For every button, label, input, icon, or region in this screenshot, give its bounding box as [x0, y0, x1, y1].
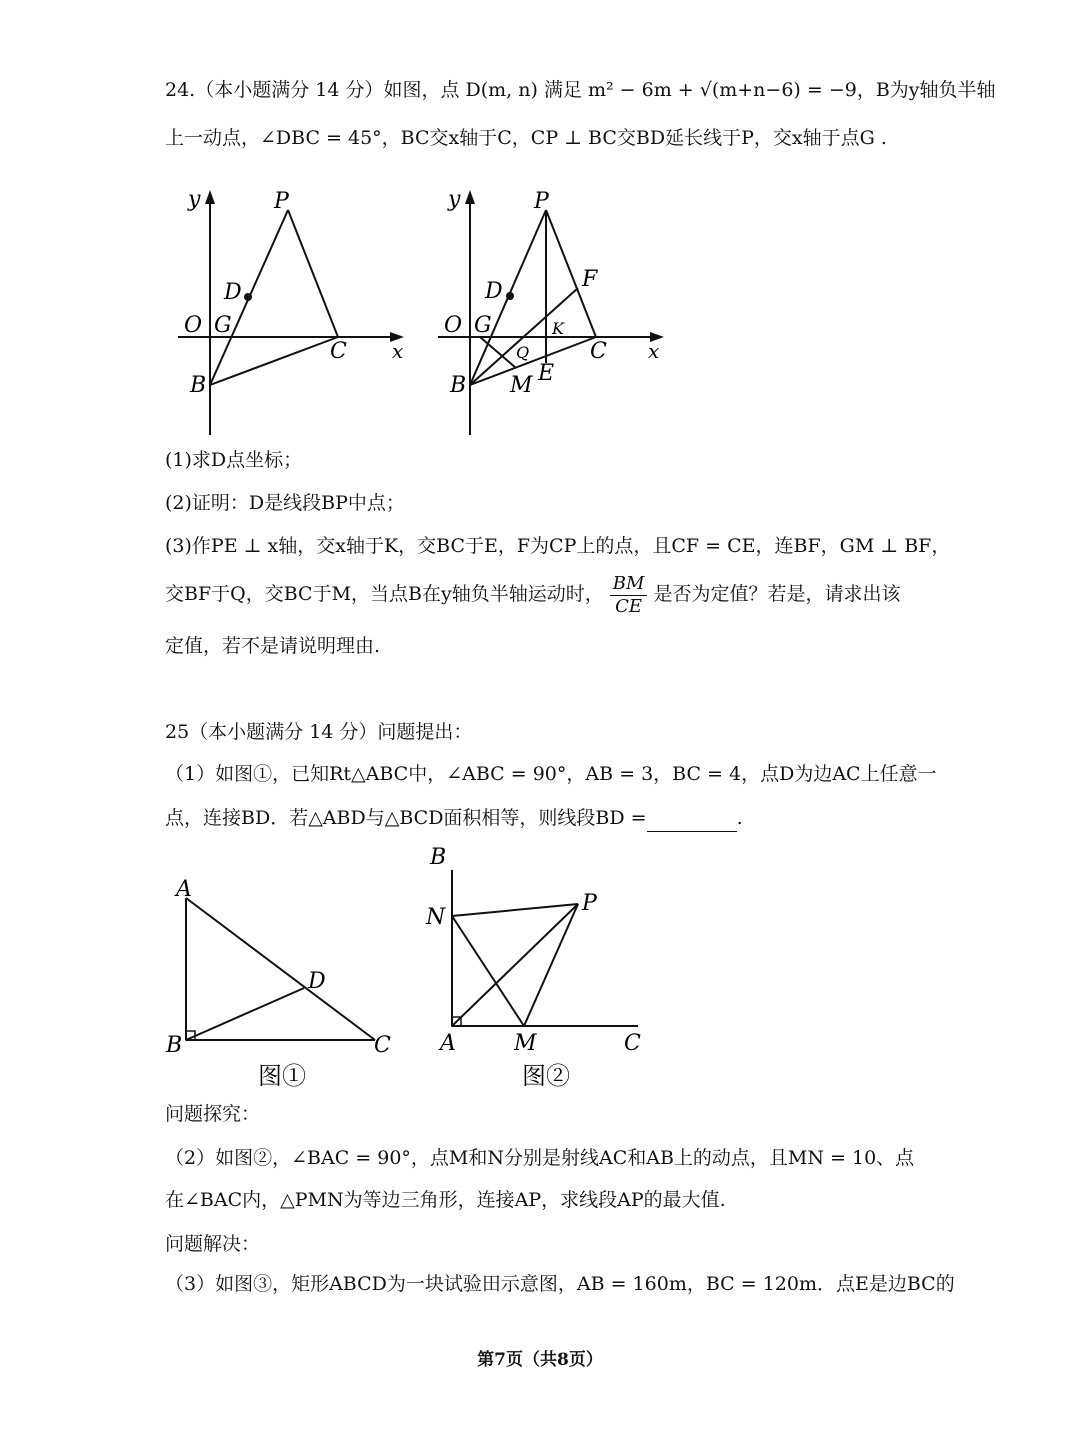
q24-part3-line2-end: 是否为定值？若是，请求出该	[653, 583, 901, 605]
label-o: O	[184, 313, 203, 338]
label-o: O	[444, 313, 463, 338]
label-q: Q	[516, 343, 530, 362]
y-axis-arrow	[205, 190, 215, 204]
segment-ac	[186, 898, 375, 1040]
segment-gm	[480, 337, 516, 368]
label-c: C	[624, 1031, 641, 1056]
figure-caption-1: 图①	[258, 1062, 306, 1090]
label-e: E	[538, 361, 555, 386]
label-d: D	[308, 969, 326, 994]
q24-part1: (1)求D点坐标；	[165, 449, 303, 471]
label-y: y	[448, 187, 461, 212]
segment-ap	[452, 904, 578, 1026]
q24-part3-line3: 定值，若不是请说明理由.	[165, 635, 381, 657]
label-n: N	[426, 905, 446, 930]
label-b: B	[450, 373, 467, 398]
label-x: x	[392, 339, 404, 363]
label-g: G	[474, 313, 492, 338]
label-d: D	[224, 280, 242, 305]
label-m: M	[510, 373, 533, 398]
label-d: D	[485, 279, 503, 304]
q24-line2: 上一动点，∠DBC = 45°，BC交x轴于C，CP ⊥ BC交BD延长线于P，交x轴于点G .	[165, 127, 887, 149]
label-a: A	[176, 877, 192, 902]
page-footer: 第7页（共8页）	[477, 1350, 603, 1370]
label-c: C	[590, 339, 607, 364]
segment-nm	[452, 916, 524, 1026]
q24-part3-line2	[165, 570, 925, 618]
segment-pc	[288, 210, 338, 337]
q25-part1-text: 点，连接BD．若△ABD与△BCD面积相等，则线段BD =	[165, 807, 647, 829]
point-d	[244, 293, 252, 301]
q24-line1: 24.（本小题满分 14 分）如图，点 D(m, n) 满足 m² − 6m + √(m+n−6) = −9，B为y轴负半轴	[165, 79, 996, 101]
label-y: y	[188, 187, 201, 212]
figure-caption-2: 图②	[522, 1062, 570, 1090]
q25-part1-line2	[165, 804, 925, 832]
q25-solve-heading: 问题解决：	[165, 1233, 261, 1255]
q25-part3-line1: （3）如图③，矩形ABCD为一块试验田示意图，AB = 160m，BC = 120m．点E是边BC的	[165, 1273, 955, 1295]
q25-part1-line1: （1）如图①，已知Rt△ABC中，∠ABC = 90°，AB = 3，BC = 4，点D为边AC上任意一	[165, 763, 937, 785]
segment-mp	[524, 904, 578, 1026]
label-p: P	[274, 189, 289, 214]
label-c: C	[330, 339, 347, 364]
point-d	[506, 292, 514, 300]
label-p: P	[534, 189, 549, 214]
label-x: x	[648, 339, 660, 363]
segment-bd	[186, 988, 304, 1040]
q24-part3-line1: (3)作PE ⊥ x轴，交x轴于K，交BC于E，F为CP上的点，且CF = CE，连BF，GM ⊥ BF，	[165, 535, 951, 557]
label-b: B	[190, 373, 207, 398]
q25-figure-1	[160, 870, 410, 1100]
q25-explore-heading: 问题探究：	[165, 1103, 261, 1125]
q25-part1-end: .	[736, 807, 743, 829]
fraction-bm-over-ce	[610, 573, 648, 618]
q24-figure-1	[170, 180, 420, 440]
q24-part3-line2-start: 交BF于Q，交BC于M，当点B在y轴负半轴运动时，	[165, 583, 604, 605]
label-b: B	[430, 845, 447, 870]
label-g: G	[214, 313, 232, 338]
segment-np	[452, 904, 578, 916]
answer-blank	[647, 811, 737, 832]
q24-figure-2	[430, 180, 690, 440]
fraction-denominator: CE	[615, 595, 643, 617]
fraction-numerator: BM	[610, 573, 648, 596]
q25-line1: 25（本小题满分 14 分）问题提出：	[165, 721, 473, 743]
label-b: B	[166, 1033, 183, 1058]
label-a: A	[440, 1031, 456, 1056]
label-c: C	[374, 1033, 391, 1058]
label-p: P	[582, 891, 597, 916]
q25-part2-line2: 在∠BAC内，△PMN为等边三角形，连接AP，求线段AP的最大值.	[165, 1189, 726, 1211]
label-k: K	[552, 319, 564, 338]
q25-part2-line1: （2）如图②，∠BAC = 90°，点M和N分别是射线AC和AB上的动点，且MN = 10、点	[165, 1147, 915, 1169]
q24-part2: (2)证明：D是线段BP中点；	[165, 492, 405, 514]
label-m: M	[514, 1031, 537, 1056]
label-f: F	[582, 267, 598, 292]
y-axis-arrow	[465, 190, 475, 204]
q25-figure-2	[420, 840, 660, 1100]
